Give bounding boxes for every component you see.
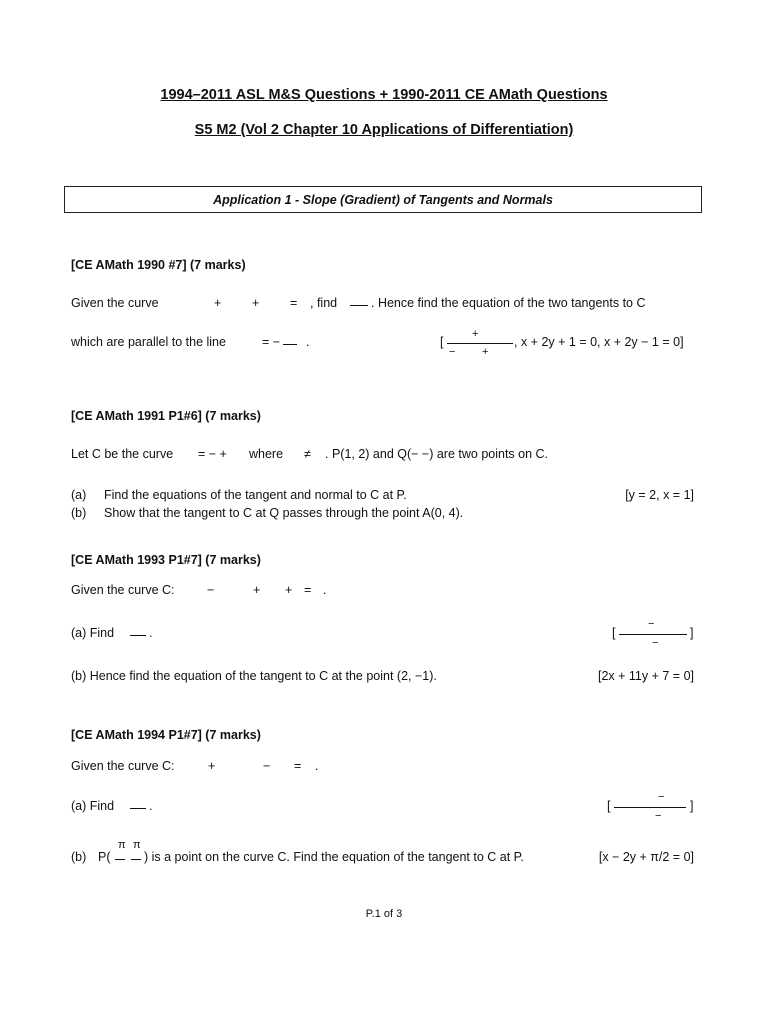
q3-a-text: (a) Find	[71, 626, 115, 640]
q3-given: Given the curve C:	[71, 583, 175, 597]
document-title: 1994–2011 ASL M&S Questions + 1990-2011 CE AMath Questions	[160, 87, 608, 103]
q4-b-label: (b)	[71, 850, 87, 864]
q1-answer-minus-bottom: −	[449, 346, 456, 358]
q1-header: [CE AMath 1990 #7] (7 marks)	[71, 258, 246, 272]
q4-b-fraction-bar-1	[115, 859, 125, 860]
q2-curve-equation: = − +	[198, 447, 227, 461]
q3-eq-dot: .	[323, 583, 327, 597]
q4-a-text: (a) Find	[71, 799, 115, 813]
q4-eq-minus: −	[263, 759, 271, 773]
q3-eq-plus-1: +	[253, 583, 261, 597]
q3-a-answer-fraction-bar	[619, 634, 687, 635]
q4-a-answer-fraction-bar	[614, 807, 686, 808]
q2-a-answer: [y = 2, x = 1]	[625, 488, 694, 502]
q2-a-label: (a)	[71, 488, 87, 502]
q1-hence: . Hence find the equation of the two tangents to C	[371, 296, 646, 310]
q4-a-fraction-bar	[130, 808, 146, 809]
q2-let: Let C be the curve	[71, 447, 174, 461]
q3-header: [CE AMath 1993 P1#7] (7 marks)	[71, 553, 261, 567]
q3-eq-minus: −	[207, 583, 215, 597]
q2-points: . P(1, 2) and Q(− −) are two points on C.	[325, 447, 549, 461]
q4-b-text: ) is a point on the curve C. Find the equation of the tangent to C at P.	[144, 850, 524, 864]
q3-a-answer-close: ]	[690, 626, 694, 640]
q2-where: where	[249, 447, 284, 461]
q1-answer-rest: , x + 2y + 1 = 0, x + 2y − 1 = 0]	[514, 335, 684, 349]
q1-equals: =	[290, 296, 298, 310]
q3-a-answer-open: [	[612, 626, 616, 640]
q1-answer-open: [	[440, 335, 444, 349]
q3-b-answer: [2x + 11y + 7 = 0]	[597, 669, 694, 683]
q1-given: Given the curve	[71, 296, 159, 310]
q4-a-answer-close: ]	[690, 799, 694, 813]
q4-eq-dot: .	[315, 759, 319, 773]
q4-a-answer-top: −	[658, 791, 665, 803]
q2-a-text: Find the equations of the tangent and normal to C at P.	[104, 488, 407, 502]
q4-given: Given the curve C:	[71, 759, 175, 773]
q4-a-answer-bottom: −	[655, 810, 662, 822]
q2-b-label: (b)	[71, 506, 87, 520]
document-subtitle: S5 M2 (Vol 2 Chapter 10 Applications of Differentiation)	[194, 122, 574, 138]
q1-find: , find	[310, 296, 338, 310]
q4-b-answer: [x − 2y + π/2 = 0]	[598, 850, 694, 864]
q3-a-fraction-bar	[130, 635, 146, 636]
q3-a-answer-bottom: −	[652, 637, 659, 649]
q4-b-fraction-bar-2	[131, 859, 141, 860]
q2-b-text: Show that the tangent to C at Q passes through the point A(0, 4).	[104, 506, 464, 520]
q1-plus-2: +	[252, 296, 260, 310]
q3-a-dot: .	[149, 626, 153, 640]
q4-b-pi-1: π	[118, 839, 126, 851]
q1-parallel: which are parallel to the line	[71, 335, 226, 349]
q4-a-answer-open: [	[607, 799, 611, 813]
q3-eq-plus-2: +	[285, 583, 293, 597]
q1-line-equation: = −	[262, 335, 281, 349]
section-heading-box	[64, 186, 702, 213]
q1-line-fraction-bar	[283, 344, 297, 345]
q4-header: [CE AMath 1994 P1#7] (7 marks)	[71, 728, 261, 742]
q4-eq-equals: =	[294, 759, 302, 773]
q4-b-pi-2: π	[133, 839, 141, 851]
q1-dot: .	[306, 335, 310, 349]
q4-a-dot: .	[149, 799, 153, 813]
q1-answer-fraction-bar	[447, 343, 513, 344]
q3-eq-equals: =	[304, 583, 312, 597]
q1-answer-plus-top: +	[472, 328, 479, 340]
q4-b-point-p: P(	[98, 850, 111, 864]
q4-eq-plus: +	[208, 759, 216, 773]
q2-not-equal: ≠	[304, 447, 311, 461]
q3-b-text: (b) Hence find the equation of the tangent to C at the point (2, −1).	[71, 669, 437, 683]
section-heading: Application 1 - Slope (Gradient) of Tangents and Normals	[213, 193, 553, 207]
q1-plus-1: +	[214, 296, 222, 310]
q2-header: [CE AMath 1991 P1#6] (7 marks)	[71, 409, 261, 423]
q1-derivative-fraction-bar	[350, 305, 368, 306]
q3-a-answer-top: −	[648, 618, 655, 630]
page-number: P.1 of 3	[365, 908, 403, 920]
q1-answer-plus-bottom: +	[482, 346, 489, 358]
